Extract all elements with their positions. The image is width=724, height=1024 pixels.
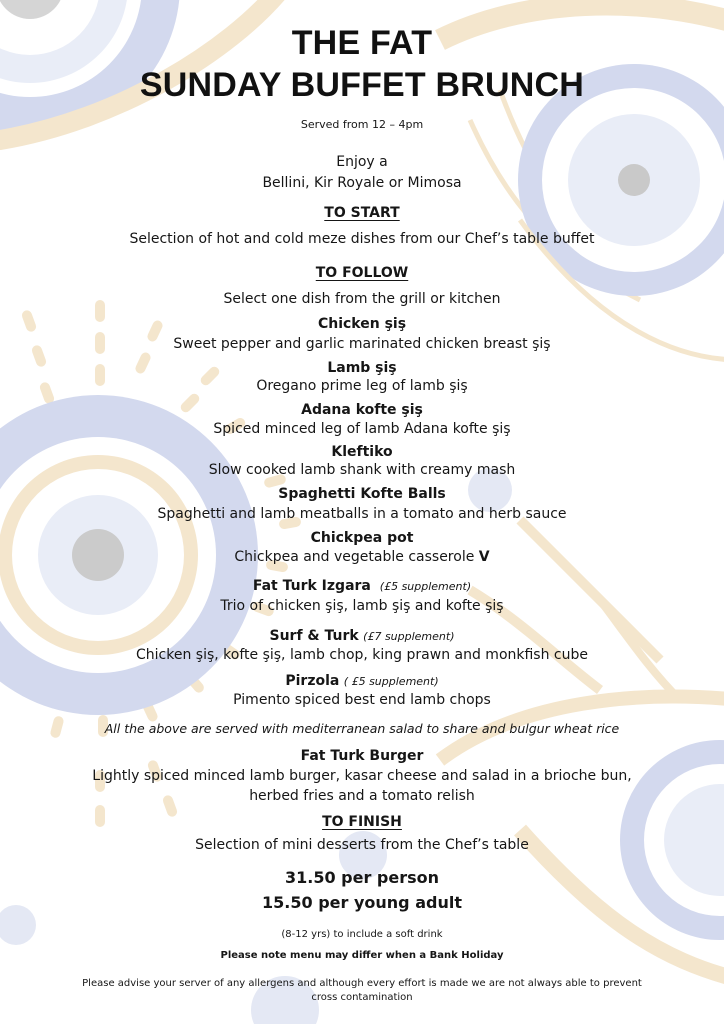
dish-supplement: ( £5 supplement) <box>343 675 439 688</box>
dish-description: Trio of chicken şiş, lamb şiş and kofte şiş <box>220 598 504 614</box>
served-time: Served from 12 – 4pm <box>300 118 424 131</box>
to-follow-intro: Select one dish from the grill or kitchen <box>223 291 501 307</box>
dish-description: Slow cooked lamb shank with creamy mash <box>208 462 516 478</box>
burger-description-line-2: herbed fries and a tomato relish <box>249 788 475 804</box>
allergen-note-line-2: cross contamination <box>311 992 413 1003</box>
dish-description-row <box>0 550 724 564</box>
to-start-heading: TO START <box>324 205 400 221</box>
young-adult-price: 15.50 per young adult <box>262 893 462 912</box>
to-finish-heading: TO FINISH <box>322 814 402 830</box>
dish-name: Pirzola <box>285 673 340 689</box>
dish-name: Spaghetti Kofte Balls <box>278 486 446 502</box>
dish-name-row <box>0 579 724 593</box>
dish-name: Kleftiko <box>331 444 393 460</box>
dish-supplement: (£5 supplement) <box>379 580 472 593</box>
dish-description: Sweet pepper and garlic marinated chicken breast şiş <box>173 336 551 352</box>
to-start-text: Selection of hot and cold meze dishes from our Chef’s table buffet <box>129 231 595 247</box>
dish-name: Chickpea pot <box>310 530 414 546</box>
allergen-note-line-1: Please advise your server of any allergens and although every effort is made we are not always able to prevent <box>82 978 642 989</box>
young-adult-note: (8-12 yrs) to include a soft drink <box>281 929 443 940</box>
dish-description: Spaghetti and lamb meatballs in a tomato and herb sauce <box>157 506 567 522</box>
served-with-note: All the above are served with mediterranean salad to share and bulgur wheat rice <box>104 721 620 736</box>
dish-supplement: (£7 supplement) <box>363 630 455 643</box>
dish-description: Chicken şiş, kofte şiş, lamb chop, king prawn and monkfish cube <box>136 647 588 663</box>
burger-name: Fat Turk Burger <box>300 748 424 764</box>
dish-name: Chicken şiş <box>317 316 407 332</box>
enjoy-line-1: Enjoy a <box>336 154 388 170</box>
dish-description: Pimento spiced best end lamb chops <box>233 692 491 708</box>
to-finish-text: Selection of mini desserts from the Chef’s table <box>195 837 529 853</box>
menu-title-line-2: SUNDAY BUFFET BRUNCH <box>139 66 585 104</box>
bank-holiday-note: Please note menu may differ when a Bank Holiday <box>220 950 504 961</box>
dish-name: Lamb şiş <box>327 360 397 376</box>
dish-description: Oregano prime leg of lamb şiş <box>256 378 468 394</box>
vegetarian-badge: V <box>478 549 490 565</box>
dish-name: Adana kofte şiş <box>301 402 423 418</box>
dish-name-row <box>0 674 724 688</box>
dish-name: Fat Turk Izgara <box>252 578 371 594</box>
dish-name-row <box>0 629 724 643</box>
dish-description: Chickpea and vegetable casserole <box>234 549 475 565</box>
adult-price: 31.50 per person <box>284 868 440 887</box>
enjoy-line-2: Bellini, Kir Royale or Mimosa <box>262 175 462 191</box>
dish-description: Spiced minced leg of lamb Adana kofte şiş <box>213 421 511 437</box>
menu-title-line-1: THE FAT <box>291 24 433 62</box>
dish-name: Surf & Turk <box>269 628 359 644</box>
burger-description-line-1: Lightly spiced minced lamb burger, kasar cheese and salad in a brioche bun, <box>92 768 632 784</box>
to-follow-heading: TO FOLLOW <box>315 265 409 281</box>
